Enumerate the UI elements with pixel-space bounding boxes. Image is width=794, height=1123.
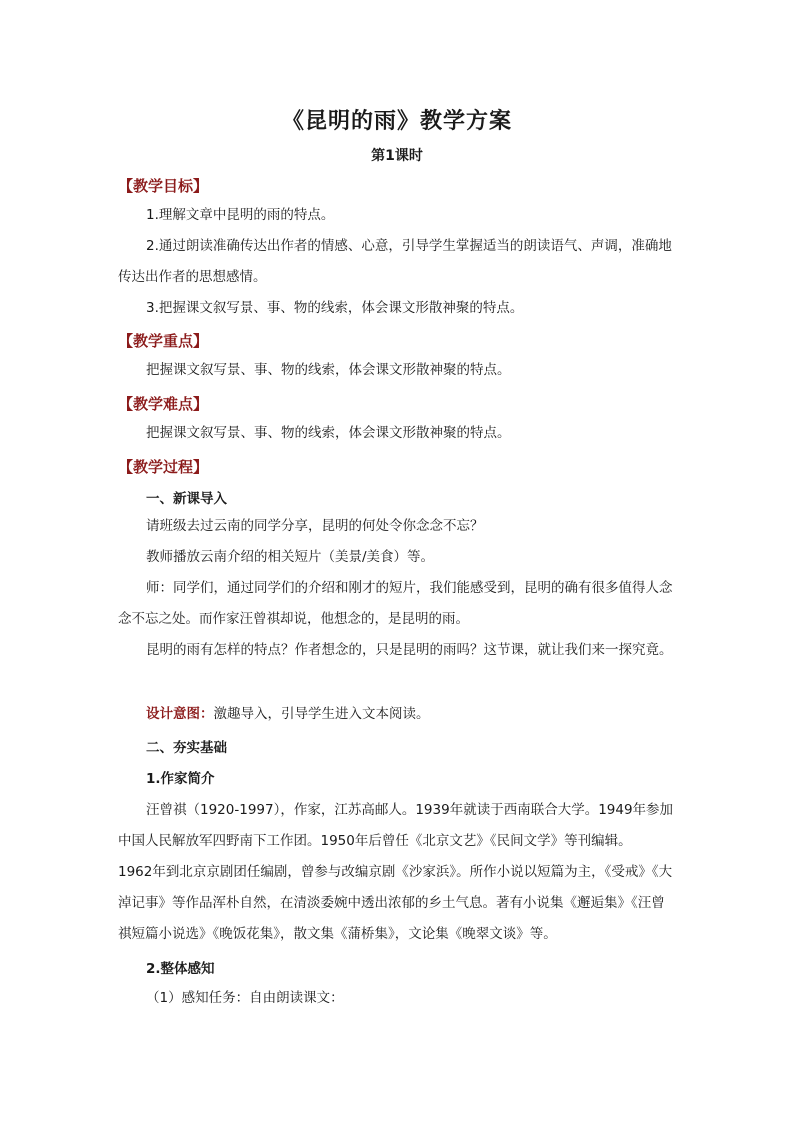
- part2-title: 二、夯实基础: [146, 740, 227, 756]
- part1-paragraph: 请班级去过云南的同学分享，昆明的何处令你念念不忘？: [146, 518, 484, 534]
- part1-paragraph: 昆明的雨有怎样的特点？作者想念的，只是昆明的雨吗？这节课，就让我们来一探究竟。: [146, 642, 673, 658]
- author-intro-title: 1.作家简介: [146, 771, 215, 787]
- perception-title: 2.整体感知: [146, 961, 215, 977]
- document-title: 《昆明的雨》教学方案: [281, 108, 512, 134]
- process-heading: 【教学过程】: [118, 458, 209, 476]
- difficult-points-text: 把握课文叙写景、事、物的线索，体会课文形散神聚的特点。: [146, 425, 511, 441]
- lesson-subtitle: 第1课时: [371, 148, 423, 164]
- goal-item: 3.把握课文叙写景、事、物的线索，体会课文形散神聚的特点。: [146, 300, 524, 316]
- difficult-points-heading: 【教学难点】: [118, 395, 209, 413]
- part1-title: 一、新课导入: [146, 491, 227, 507]
- goals-heading: 【教学目标】: [118, 177, 209, 195]
- key-points-text: 把握课文叙写景、事、物的线索，体会课文形散神聚的特点。: [146, 362, 511, 378]
- part1-paragraph: 师：同学们，通过同学们的介绍和刚才的短片，我们能感受到，昆明的确有很多值得人念念不忘之处。而作家汪曾祺却说，他想念的，是昆明的雨。: [118, 580, 673, 627]
- goal-item: 2.通过朗读准确传达出作者的情感、心意，引导学生掌握适当的朗读语气、声调，准确地传达出作者的思想感情。: [118, 238, 672, 285]
- perception-item: （1）感知任务：自由朗读课文：: [146, 990, 344, 1006]
- author-intro-paragraph: 1962年到北京京剧团任编剧，曾参与改编京剧《沙家浜》。所作小说以短篇为主，《受戒》《大淖记事》等作品浑朴自然，在清淡委婉中透出浓郁的乡土气息。著有小说集《邂逅集》《汪曾祺短篇小说选》《晚饭花集》，散文集《蒲桥集》，文论集《晚翠文谈》等。: [118, 864, 673, 942]
- key-points-heading: 【教学重点】: [118, 332, 209, 350]
- design-intent-label: 设计意图：: [146, 706, 214, 722]
- part1-paragraph: 教师播放云南介绍的相关短片（美景/美食）等。: [146, 549, 435, 565]
- goal-item: 1.理解文章中昆明的雨的特点。: [146, 207, 335, 223]
- design-intent-text: 激趣导入，引导学生进入文本阅读。: [213, 706, 430, 722]
- author-intro-paragraph: 汪曾祺（1920-1997），作家，江苏高邮人。1939年就读于西南联合大学。1949年参加中国人民解放军四野南下工作团。1950年后曾任《北京文艺》《民间文学》等刊编辑。: [118, 802, 674, 849]
- design-intent: [118, 699, 678, 730]
